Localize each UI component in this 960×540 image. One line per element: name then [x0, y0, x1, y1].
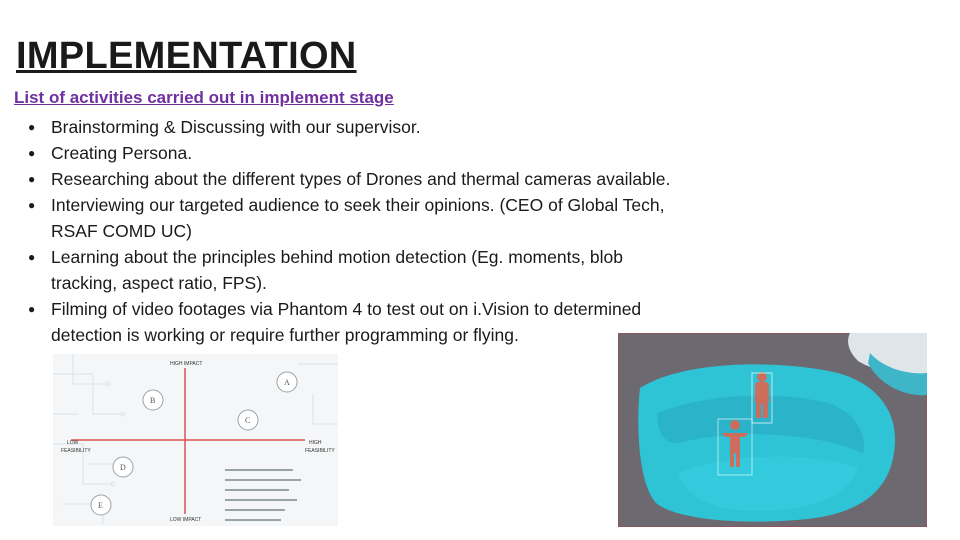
point-d-label: D — [120, 463, 126, 472]
point-a-label: A — [284, 378, 290, 387]
slide-subtitle: List of activities carried out in implement stage — [14, 88, 394, 107]
list-item — [14, 140, 774, 166]
activity-list — [14, 114, 774, 348]
matrix-graphic — [53, 354, 338, 526]
left-axis-label-1: LOW — [67, 440, 79, 446]
bullet-icon: ● — [28, 146, 36, 160]
bullet-icon: ● — [28, 250, 36, 264]
point-e-label: E — [98, 501, 103, 510]
point-c-label: C — [245, 416, 251, 425]
list-item-text: Creating Persona. — [51, 143, 193, 163]
list-item-text-continued: detection is working or require further programming or flying. — [51, 325, 519, 345]
top-axis-label: HIGH IMPACT — [170, 361, 203, 367]
list-item-text: Brainstorming & Discussing with our supervisor. — [51, 117, 421, 137]
list-item — [14, 114, 774, 140]
impact-feasibility-matrix-image — [53, 354, 338, 526]
bullet-icon: ● — [28, 302, 36, 316]
legend-scribble-lines — [225, 470, 301, 520]
list-item-text: Researching about the different types of Drones and thermal cameras available. — [51, 169, 671, 189]
list-item-text-continued: tracking, aspect ratio, FPS). — [51, 273, 267, 293]
bottom-axis-label: LOW IMPACT — [170, 517, 202, 523]
bullet-icon: ● — [28, 172, 36, 186]
list-item-text-continued: RSAF COMD UC) — [51, 221, 192, 241]
right-axis-label-2: FEASIBILITY — [305, 448, 335, 454]
bullet-icon: ● — [28, 198, 36, 212]
right-axis-label-1: HIGH — [309, 440, 322, 446]
pool-graphic — [618, 333, 927, 527]
list-item — [14, 166, 774, 192]
list-item — [14, 244, 774, 296]
list-item — [14, 192, 774, 244]
list-item-text: Learning about the principles behind motion detection (Eg. moments, blob — [51, 247, 624, 267]
left-axis-label-2: FEASIBILITY — [61, 448, 91, 454]
point-b-label: B — [150, 396, 156, 405]
list-item-text: Filming of video footages via Phantom 4 to test out on i.Vision to determined — [51, 299, 642, 319]
bullet-icon: ● — [28, 120, 36, 134]
list-item-text: Interviewing our targeted audience to seek their opinions. (CEO of Global Tech, — [51, 195, 665, 215]
pool-detection-photo — [618, 333, 927, 527]
slide-title: IMPLEMENTATION — [16, 35, 357, 77]
